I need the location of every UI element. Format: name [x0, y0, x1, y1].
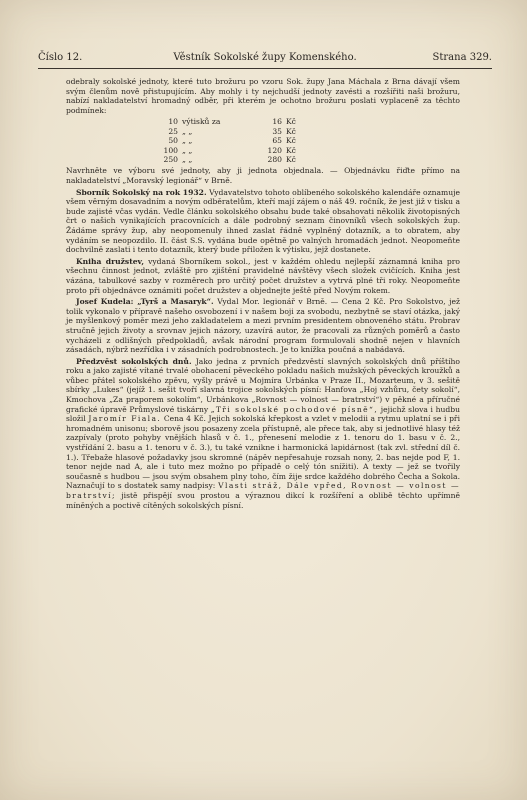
price-amount: 65 — [272, 136, 282, 146]
kniha-text: vydaná Sborníkem sokol., jest v každém ohledu nejlepší záznamná kniha pro všechnu činnost jednot, zvláště pro zjištění pravidelné návštěvy všech složek cvičících. Kniha jest vázána, tabulkové sazby v rozměrech pro určitý počet družstev a vytrvá plné tři roky. Neopomeňte proto při objednávce oznámiti počet družstev a objednejte ještě před Novým rokem. — [66, 256, 460, 295]
copies-count: 50 — [168, 136, 178, 146]
price-amount: 35 — [272, 126, 282, 136]
song-titles: Vlasti stráž, Dále vpřed, Rovnost — volnost — bratrství; — [66, 481, 460, 500]
copies-label: „ „ — [182, 155, 193, 164]
copies-count: 10 — [168, 117, 178, 127]
price-amount: 16 — [272, 117, 282, 127]
copies-label: výtisků za — [182, 117, 221, 127]
predzvest-text-c: Cena 4 Kč. Jejich sokolská křepkost a vzlet v melodii a rytmu uplatní se i při hromadném unisonu; sborově jsou posazeny zcela přístupně, ale přece tak, aby si jednotlivé hlasy též zazpívaly (proto pohyby vnějších hlasů v č. 1., přenesení melodie z 1. tenoru do 1. basu v č. 2., vystřídání 2. basu a 1. tenoru v č. 3.), tu také vznikne i harmonická lapidárnost (tak zvl. střední díl č. 1.). Třebaže hlasové požadavky jsou skromné (nápěv nepřesahuje rozsah nony, 2. bas nejde pod F, 1. tenor nejde nad A, ale i tuto mez možno po případě o celý tón snížiti). A texty — jež se tvořily současně s hudbou — jsou svým obsahem plny toho, čím žije srdce každého dobrého Čecha a Sokola. Naznačují to s dostatek samy nadpisy: — [66, 414, 460, 491]
predzvest-text-b: jejichž slova i hudbu složil — [66, 404, 460, 424]
price-row — [160, 146, 308, 155]
price-row — [160, 117, 308, 126]
currency-label: Kč — [286, 126, 296, 136]
article-body — [66, 77, 460, 510]
kudela-heading: Josef Kudela: „Tyrš a Masaryk“. — [76, 297, 214, 307]
currency-label: Kč — [286, 136, 296, 146]
kudela-text: Vydal Mor. legionář v Brně. — Cena 2 Kč. Pro Sokolstvo, jež tolik vykonalo v přípravě našeho osvobození i v našem boji za svobodu, nezbytně se staví otázka, jaký je myšlenkový poměr mezi jeho zakladatelem a mezi prvním presidentem obnoveného státu. Probrav stručně jejich životy a srovnav jejich názory, uzavírá autor, že pracovali za různých poměrů a často vycházeli z odlišných předpokladů, avšak národní program formulovali shodně nejen v hlavních zásadách, nýbrž nezřídka i v zásadních podrobnostech. Je to knížka poučná a nabádavá. — [66, 297, 460, 355]
price-row — [160, 127, 308, 136]
copies-label: „ „ — [182, 145, 193, 155]
predzvest-heading: Předzvěst sokolských dnů. — [76, 356, 192, 366]
price-amount: 120 — [267, 145, 282, 155]
running-header — [38, 52, 492, 69]
currency-label: Kč — [286, 117, 296, 127]
issue-number: Číslo 12. — [38, 52, 83, 63]
predzvest-text-a: Jako jedna z prvních předzvěstí slavných sokolských dnů příštího roku a jako zajisté vítané trvalé obohacení pěveckého pokladu našich mužských pěveckých kroužků a vůbec přátel sokolského zpěvu, vyšly právě u Mojmíra Urbánka v Praze II., Mozarteum, v 3. sešitě sbírky „Lukes“ (jejíž 1. sešit tvoří slavná trojice sokolských písní: Hanfova „Hoj vzhůru, čety sokolí“, Kmochova „Za praporem sokolím“, Urbánkova „Rovnost — volnost — bratrství“) v pěkné a příručné grafické úpravě Průmyslové tiskárny — [66, 356, 460, 414]
price-amount: 280 — [267, 155, 282, 164]
predzvest-text-d: jistě přispějí svou prostou a výraznou dikcí k rozšíření a oblibě těchto upřímně míněných a poctivě cítěných sokolských písní. — [66, 491, 460, 510]
copies-count: 25 — [168, 126, 178, 136]
price-row — [160, 136, 308, 145]
kudela-paragraph — [66, 297, 460, 355]
currency-label: Kč — [286, 145, 296, 155]
song-collection-title: „Tři sokolské pochodové písně“, — [210, 404, 379, 414]
kniha-paragraph — [66, 257, 460, 295]
predzvest-paragraph — [66, 357, 460, 511]
copies-count: 250 — [163, 155, 178, 164]
intro-paragraph: odebraly sokolské jednoty, které tuto brožuru po vzoru Sok. župy Jana Máchala z Brna dávají všem svým členům nově přistupujícím. Aby mohly i ty nejchudší jednoty zavésti a rozšířiti naši brožuru, nabízí nakladatelství hromadný odběr, při kterém je ochotno brožuru poslati vyplaceně za těchto podmínek: — [66, 77, 460, 115]
price-row — [160, 155, 308, 164]
composer-name: Jaromír Fiala. — [88, 414, 162, 424]
copies-count: 100 — [163, 145, 178, 155]
page-number: Strana 329. — [432, 52, 492, 63]
copies-label: „ „ — [182, 136, 193, 146]
sbornik-heading: Sborník Sokolský na rok 1932. — [76, 187, 207, 197]
price-table — [160, 117, 308, 164]
journal-title: Věstník Sokolské župy Komenského. — [173, 52, 357, 63]
currency-label: Kč — [286, 155, 296, 164]
copies-label: „ „ — [182, 126, 193, 136]
sbornik-paragraph — [66, 188, 460, 255]
sbornik-text: Vydavatelstvo tohoto oblíbeného sokolského kalendáře oznamuje všem věrným dosavadním a novým odběratelům, kteří mají zájem o náš 49. ročník, že jest již v tisku a bude zajisté včas vydán. Vedle článku sokolského obsahu bude také obsahovati několik životopisných črt o našich vynikajících pracovnících a dále podrobný seznam činovníků všech sokolských žup. Žádáme správy žup, aby neopomenuly ihned zaslat řádně vyplněný dotazník, a to obratem, aby vydáním se neopozdilo. II. část S.S. vydána bude opětně po valných hromadách jednot. Neopomeňte dochvilně zaslati i tento dotazník, který bude přiložen k výtisku, jejž dostanete. — [66, 187, 460, 255]
order-note: Navrhněte ve výboru své jednoty, aby ji jednota objednala. — Objednávku řiďte přímo na nakladatelství „Moravský legionář“ v Brně. — [66, 166, 460, 185]
kniha-heading: Kniha družstev, — [76, 256, 144, 266]
